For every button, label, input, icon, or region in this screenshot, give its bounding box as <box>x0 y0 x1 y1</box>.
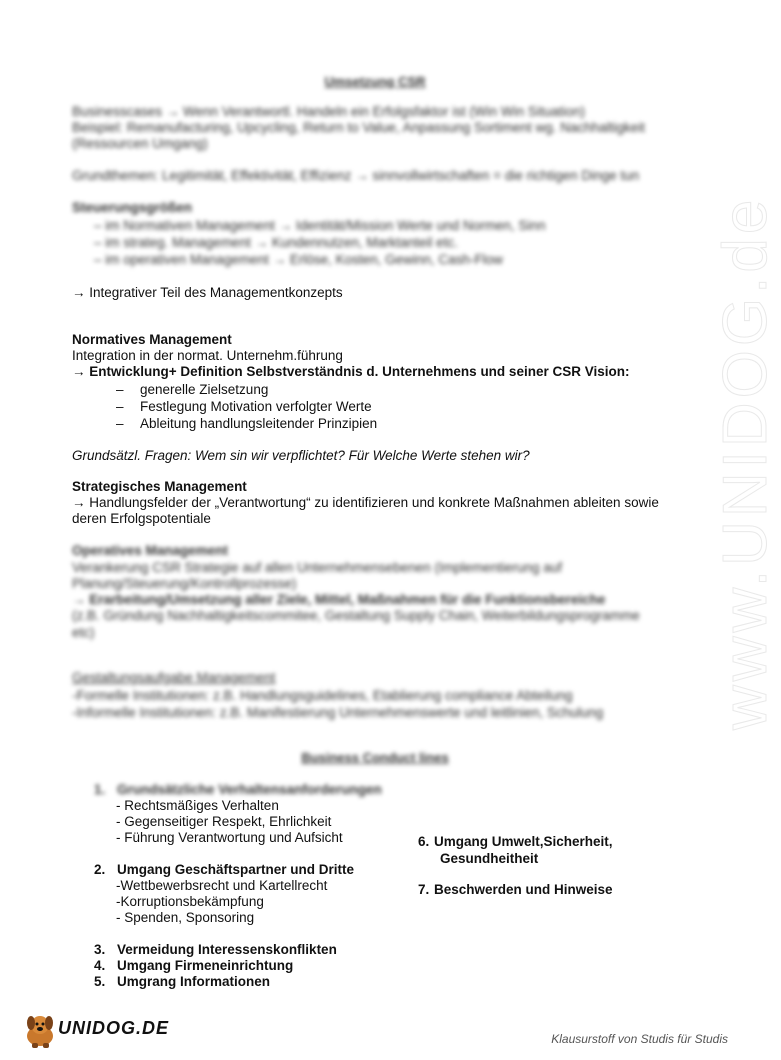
conduct-sub-item: - Führung Verantwortung und Aufsicht <box>116 830 343 845</box>
conduct-item-number: 5. <box>94 974 106 989</box>
operativ-line: Verankerung CSR Strategie auf allen Unternehmensebenen (Implementierung auf <box>72 560 563 575</box>
strategisch-line2: deren Erfolgspotentiale <box>72 511 211 526</box>
top-block-line: Businesscases → Wenn Verantwortl. Handeln ein Erfolgsfaktor ist (Win Win Situation) <box>72 104 585 119</box>
bullet-dash: – <box>116 382 124 397</box>
conduct-item-number: 2. <box>94 862 106 877</box>
normativ-line1: Integration in der normat. Unternehm.führung <box>72 348 343 363</box>
normativ-line2: → Entwicklung+ Definition Selbstverständnis d. Unternehmens und seiner CSR Vision: <box>72 364 630 379</box>
conduct-item-title: Vermeidung Interessenskonflikten <box>117 942 337 957</box>
operativ-line: etc) <box>72 625 95 640</box>
integrativ-line: → Integrativer Teil des Managementkonzepts <box>72 285 343 300</box>
normativ-bullet: Festlegung Motivation verfolgter Werte <box>140 399 372 414</box>
strategisch-line1: → Handlungsfelder der „Verantwortung“ zu identifizieren und konkrete Maßnahmen ableiten sowie <box>72 495 659 510</box>
conduct-item-title: Beschwerden und Hinweise <box>434 882 613 897</box>
conduct-sub-item: - Gegenseitiger Respekt, Ehrlichkeit <box>116 814 332 829</box>
dog-logo-icon <box>20 1010 60 1050</box>
gestaltung-line: -Formelle Institutionen: z.B. Handlungsguidelines, Etablierung compliance Abteilung <box>72 688 573 703</box>
conduct-sub-item: - Rechtsmäßiges Verhalten <box>116 798 279 813</box>
conduct-item-number: 6. <box>418 834 430 849</box>
conduct-item-number: 1. <box>94 782 106 797</box>
question-line: Grundsätzl. Fragen: Wem sin wir verpflichtet? Für Welche Werte stehen wir? <box>72 448 530 463</box>
conduct-item-title: Umgang Umwelt,Sicherheit, <box>434 834 613 849</box>
normativ-heading: Normatives Management <box>72 332 232 347</box>
top-block-line: – im operativen Management → Erlöse, Kosten, Gewinn, Cash-Flow <box>94 252 503 267</box>
normativ-bullet: Ableitung handlungsleitender Prinzipien <box>140 416 378 431</box>
top-block-line: – im Normativen Management → Identität/Mission Werte und Normen, Sinn <box>94 218 546 233</box>
watermark <box>640 195 780 730</box>
conduct-sub-item: -Korruptionsbekämpfung <box>116 894 264 909</box>
top-block-line: (Ressourcen Umgang) <box>72 136 208 151</box>
top-block-line: Beispiel: Remanufacturing, Upcycling, Return to Value, Anpassung Sortiment wg. Nachhaltigkeit <box>72 120 646 135</box>
strategisch-heading: Strategisches Management <box>72 479 247 494</box>
top-block-line: Steuerungsgrößen <box>72 200 193 215</box>
conduct-item-title: Umgrang Informationen <box>117 974 271 989</box>
watermark-text: www.UNIDOG.de <box>711 195 780 730</box>
normativ-bullet: generelle Zielsetzung <box>140 382 269 397</box>
operativ-line: Operatives Management <box>72 543 229 558</box>
operativ-line: → Erarbeitung/Umsetzung aller Ziele, Mittel, Maßnahmen für die Funktionsbereiche <box>72 592 606 607</box>
conduct-item-title: Grundsätzliche Verhaltensanforderungen <box>117 782 382 797</box>
conduct-sub-item: - Spenden, Sponsoring <box>116 910 255 925</box>
gestaltung-line: Gestaltungsaufgabe Management <box>72 670 276 685</box>
bullet-dash: – <box>116 399 124 414</box>
operativ-line: (z.B. Gründung Nachhaltigkeitscommitee, Gestaltung Supply Chain, Weiterbildungsprogramme <box>72 608 640 623</box>
conduct-title: Business Conduct lines <box>301 750 449 765</box>
top-block-line: Grundthemen: Legitimität, Effektivität, Effizienz → sinnvollwirtschaften = die richtigen Dinge tun <box>72 168 640 183</box>
conduct-item-number: 7. <box>418 882 430 897</box>
gestaltung-line: -Informelle Institutionen: z.B. Manifestierung Unternehmenswerte und leitlinien, Schulung <box>72 705 604 720</box>
footer-tagline: Klausurstoff von Studis für Studis <box>551 1032 728 1046</box>
operativ-line: Planung/Steuerung/Kontrollprozesse) <box>72 576 297 591</box>
conduct-item-number: 3. <box>94 942 106 957</box>
page-title: Umsetzung CSR <box>324 74 426 89</box>
unidog-logo-text: UNIDOG.DE <box>58 1018 170 1038</box>
conduct-item-title: Umgang Firmeneinrichtung <box>117 958 294 973</box>
conduct-item-number: 4. <box>94 958 106 973</box>
conduct-sub-item: -Wettbewerbsrecht und Kartellrecht <box>116 878 328 893</box>
top-block-line: – im strateg. Management → Kundennutzen, Marktanteil etc. <box>94 235 458 250</box>
conduct-item-title: Umgang Geschäftspartner und Dritte <box>117 862 355 877</box>
bullet-dash: – <box>116 416 124 431</box>
conduct-item-continuation: Gesundheitheit <box>440 851 539 866</box>
